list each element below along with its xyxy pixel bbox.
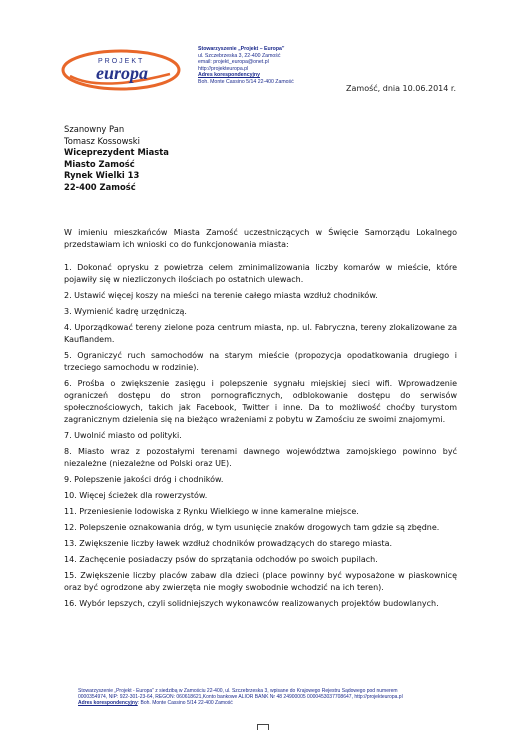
request-item: 6. Prośba o zwiększenie zasięgu i polepszenie sygnału miejskiej sieci wifi. Wprowadzenie ograniczeń dostępu do stron pornograficznych, odblokowanie dostępu do serwisów społecznościowych, takich jak Facebook, Twitter i inne. Da to możliwość choćby turystom zagranicznym dzielenia się na bieżąco wrażeniami z pobytu w Zamościu ze swoimi znajomymi. xyxy=(64,379,457,424)
logo-main-text: europa xyxy=(96,63,149,83)
request-item: 8. Miasto wraz z pozostałymi terenami dawnego województwa zamojskiego powinno być niezależne (niezależne od Polski oraz UE). xyxy=(64,447,457,468)
recipient-title: Wiceprezydent Miasta xyxy=(64,147,169,158)
request-item: 2. Ustawić więcej koszy na mieści na terenie całego miasta wzdłuż chodników. xyxy=(64,291,378,300)
request-item: 15. Zwiększenie liczby placów zabaw dla dzieci (place powinny być wyposażone w piaskownicę oraz być ogrodzone aby zwierzęta nie mogły swobodnie wchodzić na ich teren). xyxy=(64,571,457,592)
request-item: 11. Przeniesienie lodowiska z Rynku Wielkiego w inne kameralne miejsce. xyxy=(64,507,359,516)
footer-correspondence-address: : Boh. Monte Cassino 5/14 22-400 Zamość xyxy=(137,700,233,706)
request-item: 1. Dokonać oprysku z powietrza celem zminimalizowania liczby komarów w mieście, które pojawiły się w niezliczonych ilościach po ostatnich ulewach. xyxy=(64,263,457,284)
recipient-institution: Miasto Zamość xyxy=(64,158,135,169)
footer-line-3 xyxy=(78,700,498,706)
projekt-europa-logo xyxy=(60,48,182,92)
recipient-name: Tomasz Kossowski xyxy=(64,135,140,146)
request-list xyxy=(64,262,457,614)
org-name: Stowarzyszenie „Projekt – Europa” xyxy=(198,46,285,52)
recipient-salutation: Szanowny Pan xyxy=(64,124,125,134)
footer-correspondence-label: Adres korespondencyjny xyxy=(78,700,138,706)
request-item: 9. Polepszenie jakości dróg i chodników. xyxy=(64,475,224,484)
request-item: 5. Ograniczyć ruch samochodów na starym mieście (propozycja opodatkowania drugiego i trzeciego samochodu w rodzinie). xyxy=(64,351,457,372)
letter-footer xyxy=(78,688,498,706)
letter-date: Zamość, dnia 10.06.2014 r. xyxy=(346,84,456,93)
request-item: 13. Zwiększenie liczby ławek wzdłuż chodników prowadzących do starego miasta. xyxy=(64,539,393,548)
organization-header xyxy=(198,46,398,86)
footer-line-2: 0000354974, NIP: 922-301-23-64, REGON: 060618621,Konto bankowe ALIOR BANK Nr 48 24900005 0000453037708647, http://projekteuropa.pl xyxy=(78,694,403,700)
request-item: 10. Więcej ścieżek dla rowerzystów. xyxy=(64,491,208,500)
request-item: 14. Zachęcenie posiadaczy psów do sprzątania odchodów po swoich pupilach. xyxy=(64,555,378,564)
org-email[interactable]: email: projekt_europa@onet.pl xyxy=(198,59,269,66)
recipient-street: Rynek Wielki 13 xyxy=(64,170,140,181)
org-address: ul. Szczebrzeska 3, 22-400 Zamość xyxy=(198,52,281,59)
request-item: 3. Wymienić kadrę urzędniczą. xyxy=(64,307,187,316)
letter-intro: W imieniu mieszkańców Miasta Zamość uczestniczących w Święcie Samorządu Lokalnego przedstawiam ich wnioski co do funkcjonowania miasta: xyxy=(64,228,457,249)
recipient-block xyxy=(64,124,169,194)
logo-top-text: PROJEKT xyxy=(98,58,145,65)
request-item: 7. Uwolnić miasto od polityki. xyxy=(64,431,182,440)
recipient-city: 22-400 Zamość xyxy=(64,181,136,192)
footer-line-1: Stowarzyszenie „Projekt - Europa” z siedzibą w Zamościu 22-400, ul. Szczebrzeska 3, wpisane do Krajowego Rejestru Sądowego pod numerem xyxy=(78,688,398,694)
org-website[interactable]: http://projekteuropa.pl xyxy=(198,65,249,72)
request-item: 12. Polepszenie oznakowania dróg, w tym usunięcie znaków drogowych tam gdzie są zbędne. xyxy=(64,523,440,532)
request-item: 16. Wybór lepszych, czyli solidniejszych wykonawców realizowanych projektów budowlanych. xyxy=(64,599,439,608)
request-item: 4. Uporządkować tereny zielone poza centrum miasta, np. ul. Fabryczna, tereny zlokalizowane za Kauflandem. xyxy=(64,323,457,344)
org-correspondence-address: Boh. Monte Cassino 5/14 22-400 Zamość xyxy=(198,78,294,85)
page-marker xyxy=(257,724,269,730)
org-correspondence-label: Adres korespondencyjny xyxy=(198,72,260,79)
